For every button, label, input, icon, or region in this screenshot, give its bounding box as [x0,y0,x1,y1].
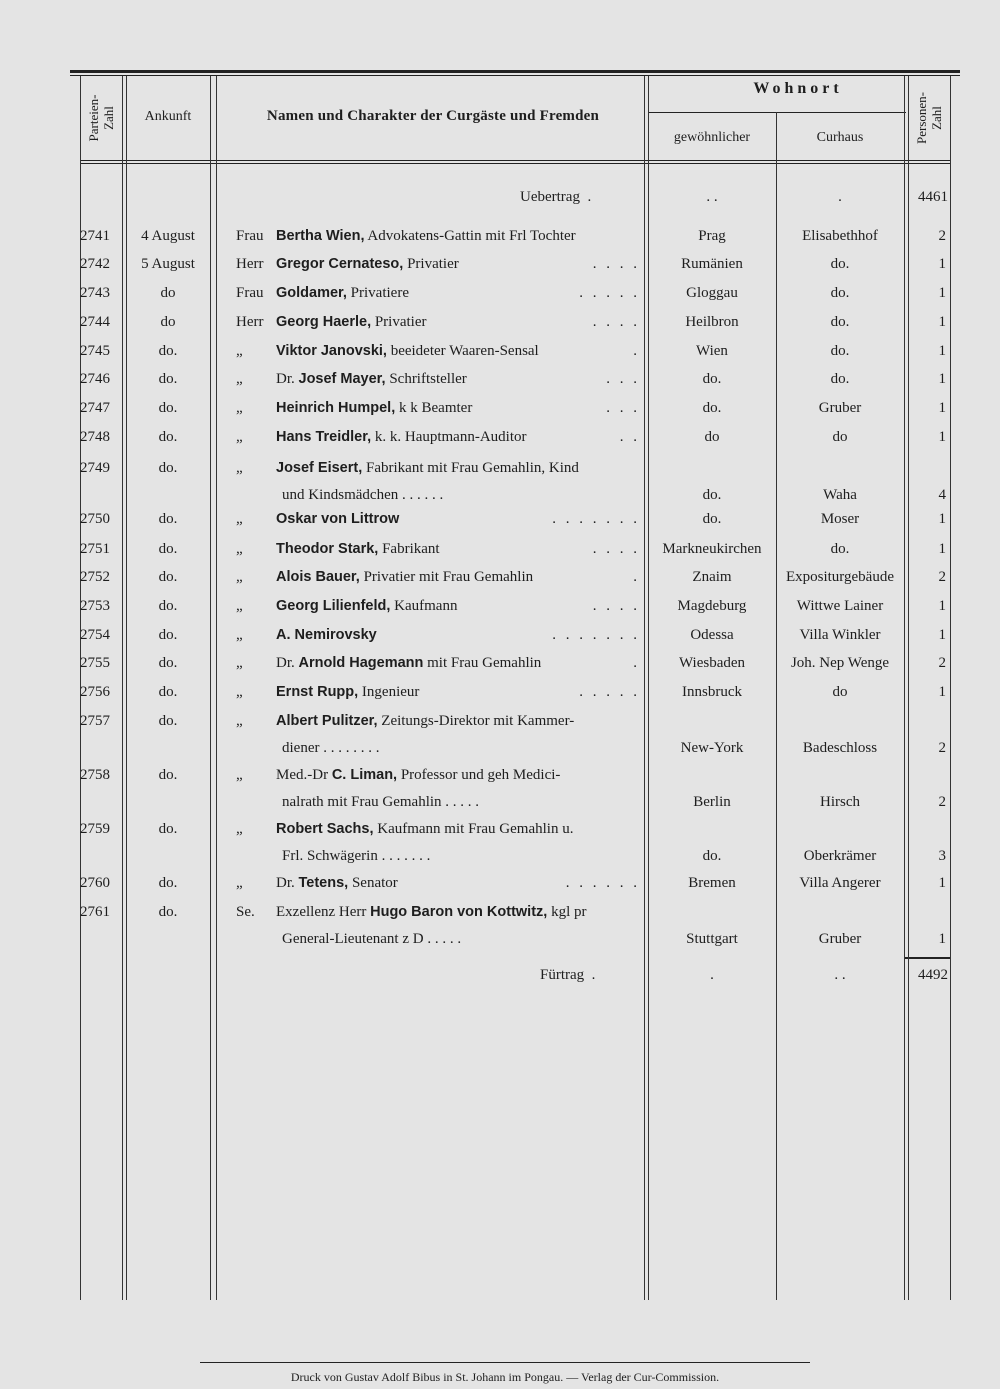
row-personen: 1 [938,598,946,614]
row-personen: 1 [938,343,946,359]
row-ankunft: do. [158,655,178,671]
row-title: „ [236,343,243,359]
row-title: „ [236,371,243,387]
row-description: mit Frau Gemahlin [423,655,542,671]
row-personen: 1 [938,400,946,416]
col-line [644,76,645,1300]
row-name-line [236,540,440,558]
row-curhaus: Gruber [818,400,862,416]
row-description: Fabrikant [378,541,440,557]
row-number: 2746 [80,371,110,387]
row-curhaus: Hirsch [820,794,860,810]
row-guest-name: Viktor Janovski, [276,343,387,359]
row-gewoehnlicher: Innsbruck [682,684,742,700]
row-title: „ [236,684,243,700]
row-dots: . [633,569,640,585]
row-ankunft: do. [158,821,178,837]
row-curhaus: do. [830,371,850,387]
row-guest-name: Josef Mayer, [298,371,386,387]
row-curhaus: Badeschloss [802,740,878,756]
row-guest-name: Alois Bauer, [276,569,360,585]
row-description: Kaufmann mit Frau Gemahlin u. [373,821,574,837]
row-guest-name: Oskar von Littrow [276,511,400,527]
row-curhaus: Villa Angerer [799,875,881,891]
row-personen: 1 [938,684,946,700]
row-name-line [236,255,459,273]
row-number: 2754 [80,627,110,643]
row-title: „ [236,541,243,557]
row-ankunft: do. [158,904,178,920]
row-curhaus: Moser [820,511,860,527]
row-curhaus: Villa Winkler [799,627,881,643]
row-gewoehnlicher: Rumänien [681,256,743,272]
col-line [210,76,211,1300]
row-guest-name: Arnold Hagemann [298,655,424,671]
row-dots: . . . . . . [565,875,640,891]
row-guest-name: Gregor Cernateso, [276,256,404,272]
row-name-line [236,313,427,331]
carry-in-gw: . . [706,189,718,205]
row-number: 2759 [80,821,110,837]
row-personen: 1 [938,627,946,643]
col-line [122,76,123,1300]
row-title: „ [236,821,243,837]
row-curhaus: do [832,684,848,700]
carry-in-label: Uebertrag . [520,189,592,205]
row-dots: . . . . . [579,285,640,301]
row-description: beeideter Waaren-Sensal [386,343,539,359]
row-dots: . . . [606,371,640,387]
row-prefix: Dr. [276,655,299,671]
row-gewoehnlicher: Markneukirchen [662,541,762,557]
row-description: Fabrikant mit Frau Gemahlin, Kind [362,460,579,476]
row-curhaus: Joh. Nep Wenge [790,655,890,671]
row-dots: . . . . [592,314,640,330]
row-number: 2748 [80,429,110,445]
row-personen: 2 [938,794,946,810]
row-personen: 1 [938,285,946,301]
col-line [904,76,905,1300]
row-curhaus: do [832,429,848,445]
footer-imprint: Druck von Gustav Adolf Bibus in St. Johann im Pongau. — Verlag der Cur-Commission. [290,1370,720,1384]
row-curhaus: Gruber [818,931,862,947]
row-ankunft: do. [158,343,178,359]
row-name-line2: General-Lieutenant z D . . . . . [282,931,462,947]
row-number: 2753 [80,598,110,614]
row-description: Privatier [371,314,427,330]
row-number: 2757 [80,713,110,729]
row-name-line2: nalrath mit Frau Gemahlin . . . . . [282,794,480,810]
row-title: „ [236,875,243,891]
row-title: Frau [236,228,264,244]
row-name-line [236,284,409,302]
row-number: 2749 [80,460,110,476]
row-name-line [236,227,576,245]
row-title: „ [236,627,243,643]
row-name-line [236,712,574,730]
row-personen: 1 [938,371,946,387]
row-description: Zeitungs-Direktor mit Kammer- [377,713,575,729]
row-ankunft: do [160,285,176,301]
row-description: Privatiere [346,285,409,301]
row-name-line [236,597,457,615]
header-personen: Personen- Zahl [914,92,944,144]
top-rule [70,70,960,73]
row-title: „ [236,460,243,476]
carry-out-label: Fürtrag . [540,967,596,983]
row-ankunft: do. [158,598,178,614]
header-wohnort: Wohnort [753,80,843,97]
row-title: Herr [236,256,264,272]
row-description: Kaufmann [390,598,458,614]
row-gewoehnlicher: Heilbron [685,314,739,330]
row-ankunft: do. [158,371,178,387]
row-number: 2750 [80,511,110,527]
row-ankunft: 4 August [141,228,195,244]
row-prefix: Med.-Dr [276,767,332,783]
row-title: Frau [236,285,264,301]
row-description: kgl pr [547,904,587,920]
row-dots: . . . . [592,541,640,557]
row-guest-name: Heinrich Humpel, [276,400,396,416]
row-title: „ [236,713,243,729]
row-gewoehnlicher: New-York [680,740,744,756]
row-gewoehnlicher: Znaim [692,569,732,585]
row-gewoehnlicher: do. [702,848,722,864]
row-description: Advokatens-Gattin mit Frl Tochter [364,228,576,244]
header-ankunft: Ankunft [144,109,192,124]
row-curhaus: Wittwe Lainer [796,598,884,614]
row-prefix: Exzellenz Herr [276,904,371,920]
carry-out-ch: . . [834,967,846,983]
row-ankunft: do. [158,511,178,527]
row-gewoehnlicher: do. [702,511,722,527]
row-number: 2747 [80,400,110,416]
row-dots: . . . . . . . [552,627,640,643]
row-ankunft: do. [158,767,178,783]
wohnort-subrule [648,112,906,113]
row-curhaus: do. [830,541,850,557]
row-curhaus: Expositurgebäude [785,569,895,585]
row-ankunft: do [160,314,176,330]
col-line [950,76,951,1300]
row-guest-name: Georg Lilienfeld, [276,598,391,614]
row-name-line [236,820,573,838]
row-personen: 3 [938,848,946,864]
total-rule [905,957,950,959]
row-guest-name: Josef Eisert, [276,460,363,476]
row-name-line [236,766,560,784]
row-title: „ [236,429,243,445]
row-description: Privatier mit Frau Gemahlin [359,569,534,585]
row-guest-name: Ernst Rupp, [276,684,359,700]
row-guest-name: Georg Haerle, [276,314,372,330]
row-gewoehnlicher: Berlin [693,794,731,810]
row-ankunft: do. [158,429,178,445]
row-number: 2751 [80,541,110,557]
row-dots: . . . . . . . [552,511,640,527]
row-name-line [236,626,377,644]
row-description: Schriftsteller [385,371,467,387]
row-guest-name: Theodor Stark, [276,541,379,557]
row-gewoehnlicher: Stuttgart [686,931,738,947]
row-number: 2741 [80,228,110,244]
row-guest-name: Hans Treidler, [276,429,372,445]
carry-out-count: 4492 [918,967,948,983]
footer-rule [200,1362,810,1363]
row-personen: 1 [938,429,946,445]
row-title: „ [236,569,243,585]
carry-in-count: 4461 [918,189,948,205]
row-gewoehnlicher: Prag [698,228,726,244]
row-gewoehnlicher: Bremen [688,875,736,891]
row-description: Ingenieur [358,684,420,700]
row-guest-name: A. Nemirovsky [276,627,377,643]
row-number: 2760 [80,875,110,891]
row-curhaus: do. [830,314,850,330]
row-ankunft: do. [158,541,178,557]
row-number: 2755 [80,655,110,671]
top-rule-thin [70,75,960,76]
header-namen: Namen und Charakter der Curgäste und Fremden [266,108,600,124]
row-curhaus: do. [830,256,850,272]
row-description: Professor und geh Medici- [397,767,561,783]
row-gewoehnlicher: do. [702,400,722,416]
row-name-line2: Frl. Schwägerin . . . . . . . [282,848,431,864]
row-name-line [236,874,398,892]
row-curhaus: Waha [823,487,857,503]
row-prefix: Dr. [276,875,299,891]
row-title: „ [236,598,243,614]
header-gewoehnlicher: gewöhnlicher [673,130,751,145]
row-number: 2758 [80,767,110,783]
row-gewoehnlicher: Wiesbaden [678,655,746,671]
row-number: 2744 [80,314,110,330]
row-guest-name: C. Liman, [331,767,398,783]
row-dots: . . . . [592,598,640,614]
carry-out-gw: . [710,967,714,983]
row-gewoehnlicher: do. [702,487,722,503]
row-number: 2761 [80,904,110,920]
row-ankunft: do. [158,460,178,476]
row-title: „ [236,655,243,671]
row-number: 2745 [80,343,110,359]
row-gewoehnlicher: Wien [696,343,728,359]
row-dots: . [633,343,640,359]
row-number: 2756 [80,684,110,700]
row-gewoehnlicher: Gloggau [686,285,738,301]
carry-in-ch: . [838,189,842,205]
row-guest-name: Albert Pulitzer, [276,713,378,729]
row-description: Senator [348,875,398,891]
row-guest-name: Tetens, [298,875,349,891]
row-personen: 2 [938,740,946,756]
row-number: 2752 [80,569,110,585]
row-dots: . . [619,429,640,445]
row-curhaus: Elisabethhof [802,228,878,244]
row-personen: 2 [938,569,946,585]
row-title: „ [236,511,243,527]
row-name-line [236,399,472,417]
row-guest-name: Bertha Wien, [276,228,365,244]
row-personen: 1 [938,314,946,330]
row-personen: 2 [938,655,946,671]
row-personen: 4 [938,487,946,503]
row-title: Se. [236,904,255,920]
row-gewoehnlicher: do [704,429,720,445]
row-guest-name: Goldamer, [276,285,347,301]
row-dots: . . . . [592,256,640,272]
row-number: 2742 [80,256,110,272]
row-number: 2743 [80,285,110,301]
row-ankunft: do. [158,713,178,729]
row-dots: . . . [606,400,640,416]
row-guest-name: Hugo Baron von Kottwitz, [370,904,548,920]
row-name-line [236,459,579,477]
row-guest-name: Robert Sachs, [276,821,374,837]
row-ankunft: 5 August [141,256,195,272]
row-gewoehnlicher: Odessa [690,627,734,643]
row-description: k. k. Hauptmann-Auditor [371,429,527,445]
row-name-line2: diener . . . . . . . . [282,740,380,756]
row-ankunft: do. [158,569,178,585]
row-ankunft: do. [158,875,178,891]
row-title: Herr [236,314,264,330]
row-name-line2: und Kindsmädchen . . . . . . [282,487,444,503]
row-curhaus: do. [830,285,850,301]
col-line [216,76,217,1300]
row-gewoehnlicher: Magdeburg [677,598,747,614]
row-dots: . . . . . [579,684,640,700]
row-personen: 1 [938,256,946,272]
row-personen: 1 [938,875,946,891]
row-dots: . [633,655,640,671]
row-ankunft: do. [158,400,178,416]
row-prefix: Dr. [276,371,299,387]
row-description: k k Beamter [395,400,473,416]
row-ankunft: do. [158,627,178,643]
row-description: Privatier [403,256,459,272]
row-gewoehnlicher: do. [702,371,722,387]
row-name-line [236,510,399,528]
row-personen: 1 [938,931,946,947]
header-parteien: Parteien- Zahl [86,94,116,142]
row-personen: 1 [938,511,946,527]
row-name-line [236,903,586,921]
row-personen: 2 [938,228,946,244]
row-name-line [236,370,467,388]
row-curhaus: Oberkrämer [803,848,877,864]
row-name-line [236,683,419,701]
row-personen: 1 [938,541,946,557]
row-title: „ [236,400,243,416]
row-title: „ [236,767,243,783]
row-curhaus: do. [830,343,850,359]
header-curhaus: Curhaus [816,130,864,145]
row-ankunft: do. [158,684,178,700]
